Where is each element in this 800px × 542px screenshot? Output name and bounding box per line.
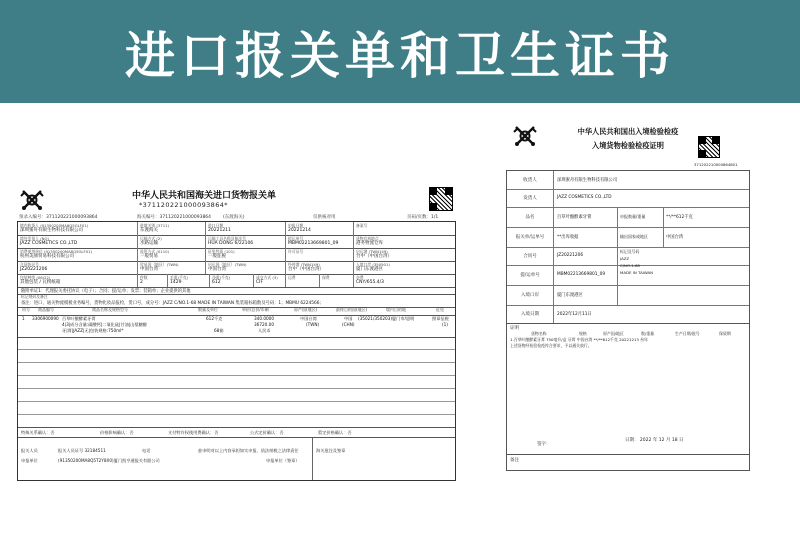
phone-label: 电话 bbox=[142, 448, 151, 453]
field-insurance: 保费 bbox=[320, 274, 354, 287]
customs-row-2 bbox=[18, 235, 455, 249]
declaration-statement: 兹申明对以上内容承担如实申报、依法纳税之法律责任 bbox=[198, 448, 299, 453]
special-relation: 特殊关系确认：否 bbox=[21, 430, 55, 435]
field-consignee: 境内收货人 (91350200MA8Q5GLF01) 深圳蜜舟有限生物科技有限公司 bbox=[18, 222, 138, 235]
goods-total-price: 36720.00 bbox=[254, 322, 274, 327]
goods-empty-row bbox=[18, 401, 455, 402]
customs-row-4 bbox=[18, 261, 455, 275]
page-count: 页码/页数：1/1 bbox=[407, 215, 439, 220]
declarant-label: 报关人员 bbox=[21, 448, 38, 453]
customs-barcode-number: *3711202210000938​64* bbox=[139, 201, 228, 209]
goods-header-qty: 数量及单位 bbox=[198, 307, 218, 312]
verification-remark: 仅供核对用 bbox=[313, 215, 336, 220]
royalty: 支付特许权使用费确认：否 bbox=[168, 430, 219, 435]
proof-note: 上述货物经检验检疫符合要求，予以通关放行。 bbox=[510, 343, 592, 348]
declarant-cert: 报关人员证号 32184511 bbox=[58, 448, 106, 453]
cert-origin-label: 输出国家或地区 bbox=[620, 234, 648, 239]
goods-header-domestic: 境内目的地 bbox=[386, 307, 406, 312]
customs-notes-row bbox=[18, 294, 455, 308]
goods-code: 3306900090 bbox=[32, 316, 59, 321]
goods-exempt-code: (1) bbox=[442, 322, 448, 327]
goods-qty: 612千克 bbox=[206, 316, 223, 321]
field-departure-port: 启运港 (TWN149) 台中（中国台湾） bbox=[356, 249, 392, 259]
cert-qty: **/**612千克 bbox=[666, 215, 693, 220]
proof-line: 1.百草叶酿酵素牙膏 750毫升/盒 牙膏 中国台湾 **/**612千克 20221213 叁年 bbox=[510, 337, 648, 342]
field-origin-country: 启运国（地区）(TWN) 中国台湾 bbox=[206, 261, 286, 274]
goods-empty-row bbox=[18, 362, 455, 363]
goods-row bbox=[18, 315, 455, 338]
cert-row-shipper: 发货人 JAZZ COSMETICS CO.,LTD bbox=[507, 189, 749, 208]
sign-label: 签字： bbox=[537, 442, 551, 447]
goods-exempt: 照章征税 bbox=[432, 316, 449, 321]
cert-row-port: 入境口岸 厦门东渡港区 bbox=[507, 285, 749, 306]
goods-header-no: 项号 bbox=[22, 307, 30, 312]
cert-contract: JZ20221206 bbox=[557, 253, 584, 258]
declarant-company-label: 申报单位 bbox=[21, 458, 38, 463]
proof-head-shelf: 保质期 bbox=[719, 331, 731, 336]
cert-bill: MBM02213669801_09 bbox=[557, 272, 606, 277]
customs-remark: 海关批注及签章 bbox=[316, 448, 346, 453]
field-trade-country: 贸易国（地区）(TWN) 中国台湾 bbox=[138, 261, 206, 274]
field-freight: 运费 bbox=[286, 274, 320, 287]
field-gross-weight: 毛重(千克) 1429 bbox=[168, 274, 210, 287]
certificate-title-2: 入境货物检验检疫证明 bbox=[592, 141, 664, 150]
customs-qr-code-icon bbox=[429, 187, 453, 211]
field-license: 许可证号 bbox=[286, 248, 354, 261]
cert-qty-label: 申报数量/重量 bbox=[620, 214, 646, 219]
goods-header-exempt: 征免 bbox=[436, 307, 444, 312]
formula-price: 公式定价确认：否 bbox=[250, 430, 284, 435]
goods-empty-row bbox=[18, 349, 455, 350]
remark-label: 备注 bbox=[510, 458, 519, 463]
field-shipper: 境外发货人 (NO) JAZZ COSMETICS CO.,LTD bbox=[18, 235, 138, 248]
field-transport-mode: 运输方式 (2) 水路运输 bbox=[138, 235, 206, 248]
cert-shipper: JAZZ COSMETICS CO.,LTD bbox=[557, 195, 612, 200]
cert-row-bill: 提/运单号 MBM02213669801_09 C/NO.1-68 MADE IN TAIWAN bbox=[507, 265, 749, 286]
proof-head-qty: 数/重量 bbox=[641, 331, 654, 336]
field-net-weight: 净重(千克) 612 bbox=[210, 274, 254, 287]
customs-row-5 bbox=[18, 274, 455, 288]
goods-header-price: 单价/总价/币制 bbox=[242, 307, 269, 312]
goods-domestic: (35021/350203)厦门市/思明 bbox=[358, 316, 415, 321]
pre-entry-number: 预录入编号：371120221000093864 bbox=[19, 215, 98, 220]
proof-title: 证明 bbox=[510, 326, 519, 331]
customs-notes: 备注：进口，通关物流模板业务编号，货物化妆品报检，货口号，成分号：JAZZ C/NO.1-68 MADE IN TAIWAN 集装箱标箱数及号码：1；MBMU 6224566； bbox=[21, 301, 324, 306]
field-misc-fee: 杂费 CNY/655.4/3 bbox=[356, 275, 385, 285]
cert-marks-label: 标记及号码 bbox=[620, 249, 640, 254]
goods-unit-price: 340.0000 bbox=[254, 316, 274, 321]
goods-spec: 4|3|成分含量:碳酸钙|二氧化硅|甘油|山梨糖醇 bbox=[62, 322, 147, 327]
field-record-no: 备案号 bbox=[356, 223, 368, 228]
customs-declaration bbox=[17, 183, 456, 481]
goods-origin-code: (TWN) bbox=[306, 322, 320, 327]
goods-empty-row bbox=[18, 375, 455, 376]
cert-row-product: 品名 百草叶酿酵素牙膏 申报数量/重量 **/**612千克 bbox=[507, 207, 749, 228]
health-certificate bbox=[506, 121, 750, 471]
customs-header bbox=[17, 183, 456, 215]
footer-divider bbox=[18, 437, 455, 438]
company-stamp: 申报单位（签章） bbox=[266, 458, 300, 463]
goods-spec-2: 牙|膏|JAZZ|无|包装规格:750ml* bbox=[62, 328, 124, 333]
field-contract: 合同协议号 JZ20221206 bbox=[18, 261, 138, 274]
price-impact: 价格影响确认：否 bbox=[100, 430, 134, 435]
goods-header-name: 商品名称及规格型号 bbox=[92, 307, 128, 312]
customs-number: 海关编号：371120221000093864 bbox=[137, 215, 212, 220]
cert-row-date: 入境日期 2022年12月11日 bbox=[507, 305, 749, 324]
cert-marks-2: C/NO.1-68 bbox=[620, 263, 640, 268]
field-levy: 征免性质 (101) 一般征税 bbox=[206, 248, 286, 261]
certificate-number: 371202210000864801 bbox=[694, 162, 738, 167]
cert-row-consignee: 收货人 深圳蜜舟有限生物科技有限公司 bbox=[507, 171, 749, 190]
field-entry-port: 入境口岸 (350501) 厦门东渡港区 bbox=[356, 262, 390, 272]
certificate-qr-code-icon bbox=[698, 136, 720, 158]
goods-header-destination: 最终目的国(地区) bbox=[336, 307, 368, 312]
goods-name: 百草叶酿酵素牙膏 bbox=[62, 316, 96, 321]
field-deal-mode: 成交方式 (3) CIF bbox=[254, 274, 286, 287]
customs-emblem-icon bbox=[19, 187, 45, 213]
goods-destination: 中国 bbox=[344, 316, 353, 321]
cert-entry-port: 厦门东渡港区 bbox=[557, 293, 583, 298]
customs-row-1 bbox=[18, 222, 455, 236]
certificate-table bbox=[506, 170, 750, 471]
cert-row-declaration: 报关单/运单号 **出库收据 输出国家或地区 中国台湾 bbox=[507, 227, 749, 248]
goods-destination-code: (CHN) bbox=[342, 322, 355, 327]
provisional-price: 暂定价格确认：否 bbox=[318, 430, 352, 435]
customs-title: 中华人民共和国海关进口货物报关单 bbox=[132, 191, 277, 201]
attached-documents: 随附单证1：代理报关委托协议（电子）；合同；提/运单；发票；装箱单；企业提供的其他 bbox=[21, 289, 191, 294]
field-package-type: 包装种类 (06/22) 其他包装 / 瓦楞纸箱 bbox=[18, 274, 138, 287]
cert-origin: 中国台湾 bbox=[666, 235, 684, 240]
goods-empty-row bbox=[18, 427, 455, 428]
marks-label: 标记唛码及备注 bbox=[21, 294, 48, 299]
field-entry-customs: 进境关别 (3711) 东渡海关 bbox=[138, 222, 206, 235]
field-transit-port: 经停港 (TWN149) 台中（中国台湾） bbox=[286, 261, 354, 274]
proof-head-batch: 生产日期/批号 bbox=[675, 331, 700, 336]
title-banner bbox=[0, 0, 800, 103]
customs-table bbox=[17, 221, 456, 481]
field-consumer: 消费使用单位 (91350200MA8Q5GLF01) 杭州美颜贸易科技有限公司 bbox=[18, 248, 138, 261]
cert-consignee: 深圳蜜舟有限生物科技有限公司 bbox=[557, 178, 618, 183]
goods-currency: 人民币 bbox=[258, 328, 271, 333]
cert-product: 百草叶酿酵素牙膏 bbox=[557, 215, 592, 220]
goods-empty-row bbox=[18, 388, 455, 389]
customs-row-3 bbox=[18, 248, 455, 262]
field-pieces: 件数 2 bbox=[138, 274, 168, 287]
declarant-company: (91350200MA8Q5T2Y8X0)厦门凯亨通报关有限公司 bbox=[58, 458, 160, 463]
field-bill-no: 提运单号 MBM02213669801_09 bbox=[286, 235, 354, 248]
field-import-date: 进口日期 20221211 bbox=[206, 222, 286, 235]
banner-title: 进口报关单和卫生证书 bbox=[125, 26, 675, 85]
cert-declaration: **出库收据 bbox=[557, 235, 579, 240]
field-vessel: 运输工具名称及航次号 HUA DONG 6/22106 bbox=[206, 235, 286, 248]
field-supervision: 监管方式 (0110) 一般贸易 bbox=[138, 248, 206, 261]
goods-no: 1 bbox=[22, 316, 25, 321]
goods-qty-2: 68箱 bbox=[214, 328, 224, 333]
goods-origin: 中国台湾 bbox=[300, 316, 317, 321]
proof-head-spec: 规格 bbox=[579, 331, 587, 336]
cert-marks-3: MADE IN TAIWAN bbox=[620, 270, 654, 275]
cert-row-contract: 合同号 JZ20221206 标记及号码 JAZZ bbox=[507, 247, 749, 266]
declare-port: (东渡海关) bbox=[223, 215, 245, 220]
goods-empty-row bbox=[18, 414, 455, 415]
proof-head-name: 货物名称 bbox=[531, 331, 547, 336]
cert-marks-1: JAZZ bbox=[620, 256, 630, 261]
goods-header-origin: 原产国(地区) bbox=[294, 307, 318, 312]
proof-head-origin: 原产国/地区 bbox=[603, 331, 624, 336]
cert-entry-date: 2022年12月11日 bbox=[557, 312, 592, 317]
field-declare-date: 申报日期 20221214 bbox=[286, 222, 354, 235]
certificate-title-1: 中华人民共和国出入境检验检疫 bbox=[577, 127, 679, 136]
issue-date: 日期： 2022 年 12 月 18 日 bbox=[625, 438, 684, 443]
field-storage: 货物存放地点 港务物流仓库 bbox=[356, 236, 383, 246]
goods-header-code: 商品编号 bbox=[38, 307, 54, 312]
